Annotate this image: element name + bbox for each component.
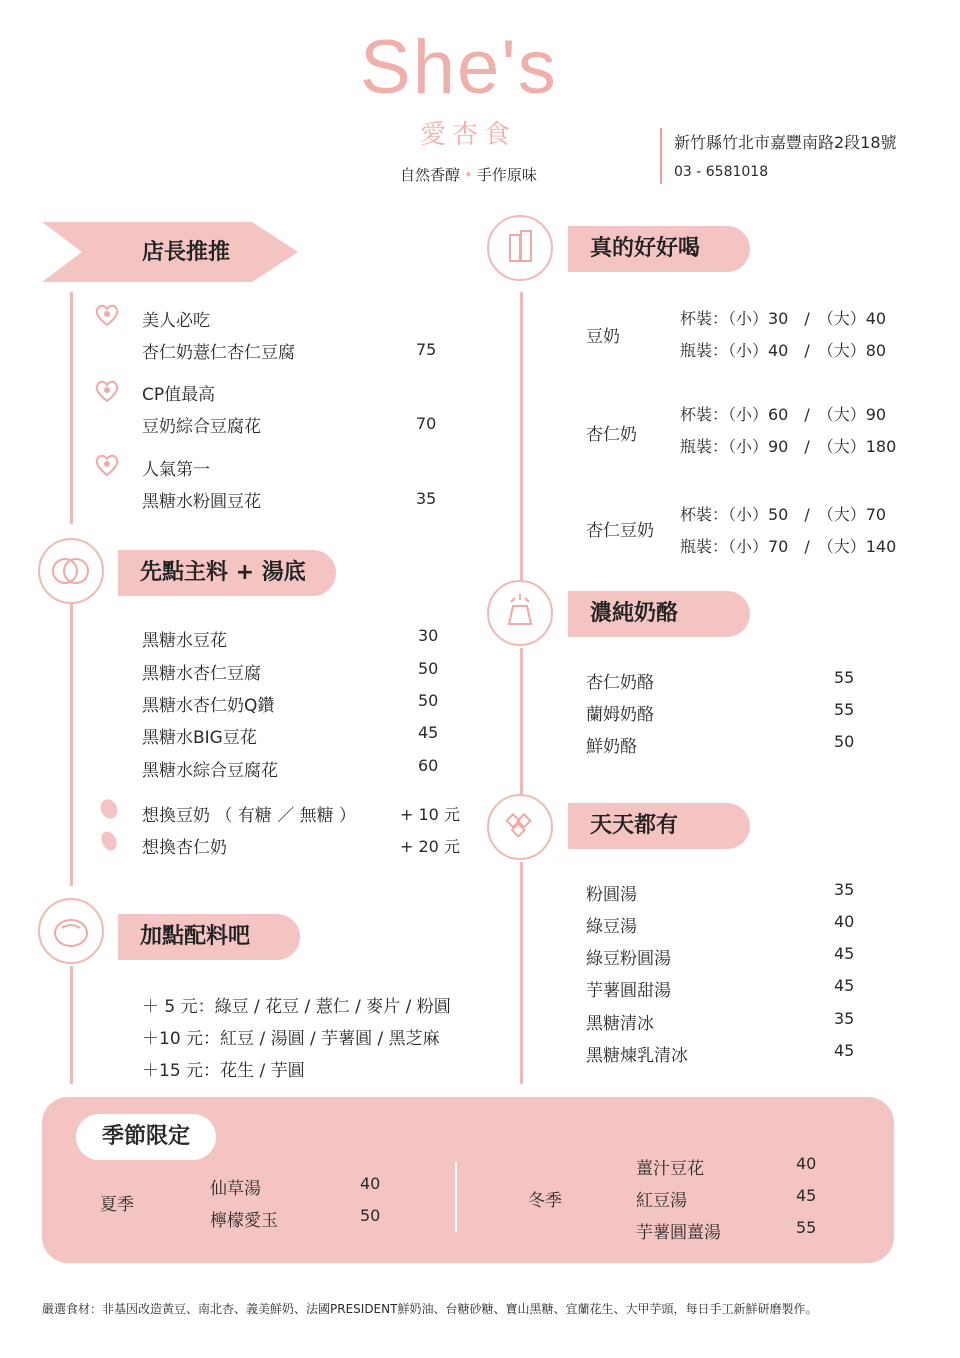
base-title: 先點主料 + 湯底 [118, 550, 336, 596]
winter-label: 冬季 [528, 1191, 562, 1211]
right-timeline-1 [520, 292, 523, 582]
summer-item-name: 仙草湯 [210, 1179, 261, 1199]
summer-item-price: 40 [360, 1174, 381, 1193]
summer-label: 夏季 [100, 1195, 134, 1215]
base-item-name: 黑糖水BIG豆花 [142, 728, 257, 748]
daily-name: 綠豆粉圓湯 [586, 949, 671, 969]
tagline-b: 手作原味 [476, 166, 537, 184]
base-item-price: 45 [418, 723, 439, 742]
drink-cup: 杯裝：（小）30 / （大）40 [680, 309, 887, 328]
swap-item-name: 想換杏仁奶 [142, 838, 227, 858]
ice-bowl-icon [487, 794, 553, 860]
recommend-price: 70 [416, 414, 437, 433]
milk-carton-icon [487, 215, 553, 281]
base-item-name: 黑糖水杏仁豆腐 [142, 664, 261, 684]
drink-cup: 杯裝：（小）50 / （大）70 [680, 505, 887, 524]
footer-note: 嚴選食材：非基因改造黃豆、南北杏、義美鮮奶、法國PRESIDENT鮮奶油、台糖砂糖、寶山黑糖、宜蘭花生、大甲芋頭，每日手工新鮮研磨製作。 [42, 1302, 818, 1316]
toppings-title: 加點配料吧 [118, 914, 300, 960]
summer-item-name: 檸檬愛玉 [210, 1211, 278, 1231]
pudding-price: 55 [834, 668, 855, 687]
topping-line: ＋ 5 元：綠豆 / 花豆 / 薏仁 / 麥片 / 粉圓 [142, 997, 451, 1017]
winter-item-name: 薑汁豆花 [636, 1159, 704, 1179]
summer-item-price: 50 [360, 1206, 381, 1225]
daily-price: 45 [834, 944, 855, 963]
recommend-tag: 人氣第一 [142, 460, 210, 480]
recommend-tag: CP值最高 [142, 385, 216, 405]
drink-bottle: 瓶裝：（小）70 / （大）140 [680, 537, 897, 556]
swap-item-price: + 20 元 [400, 837, 460, 856]
recommend-title: 店長推推 [142, 240, 231, 265]
drink-name: 豆奶 [586, 327, 620, 347]
recommend-name: 豆奶綜合豆腐花 [142, 417, 261, 437]
address: 新竹縣竹北市嘉豐南路2段18號 [674, 133, 897, 152]
drinks-title: 真的好好喝 [568, 226, 750, 272]
tagline-a: 自然香醇 [400, 166, 461, 184]
swap-item-name: 想換豆奶 （ 有糖 ／ 無糖 ） [142, 806, 357, 826]
recommend-name: 黑糖水粉圓豆花 [142, 492, 261, 512]
seasonal-title: 季節限定 [76, 1114, 216, 1160]
recommend-tag: 美人必吃 [142, 311, 210, 331]
season-divider [455, 1162, 457, 1232]
base-item-price: 30 [418, 626, 439, 645]
pudding-price: 50 [834, 732, 855, 751]
recommend-banner [42, 222, 298, 282]
daily-title: 天天都有 [568, 803, 750, 849]
base-item-price: 60 [418, 756, 439, 775]
winter-item-name: 芋薯圓薑湯 [636, 1223, 721, 1243]
recommend-name: 杏仁奶薏仁杏仁豆腐 [142, 343, 295, 363]
topping-line: ＋10 元：紅豆 / 湯圓 / 芋薯圓 / 黑芝麻 [142, 1029, 440, 1049]
daily-price: 35 [834, 880, 855, 899]
drink-bottle: 瓶裝：（小）40 / （大）80 [680, 341, 887, 360]
drink-bottle: 瓶裝：（小）90 / （大）180 [680, 437, 897, 456]
pudding-icon [487, 580, 553, 646]
left-timeline-2 [70, 604, 73, 886]
logo-subtitle: 愛杏食 [420, 120, 517, 150]
winter-item-price: 40 [796, 1154, 817, 1173]
recommend-price: 75 [416, 340, 437, 359]
dot-icon: • [464, 166, 473, 184]
base-item-name: 黑糖水綜合豆腐花 [142, 761, 278, 781]
pudding-name: 鮮奶酪 [586, 737, 637, 757]
daily-name: 芋薯圓甜湯 [586, 981, 671, 1001]
drink-name: 杏仁奶 [586, 425, 637, 445]
base-item-name: 黑糖水杏仁奶Q鑽 [142, 696, 275, 716]
address-divider [660, 128, 662, 184]
drink-name: 杏仁豆奶 [586, 521, 654, 541]
daily-name: 綠豆湯 [586, 917, 637, 937]
bowl-icon [38, 538, 104, 604]
tagline [400, 164, 537, 185]
base-item-name: 黑糖水豆花 [142, 631, 227, 651]
daily-name: 粉圓湯 [586, 885, 637, 905]
daily-price: 45 [834, 976, 855, 995]
right-timeline-3 [520, 862, 523, 1084]
base-item-price: 50 [418, 659, 439, 678]
heart-icon [94, 378, 120, 408]
winter-item-price: 55 [796, 1218, 817, 1237]
daily-price: 45 [834, 1041, 855, 1060]
drink-cup: 杯裝：（小）60 / （大）90 [680, 405, 887, 424]
almond-icon [98, 830, 120, 856]
nut-icon [38, 898, 104, 964]
base-item-price: 50 [418, 691, 439, 710]
right-timeline-2 [520, 648, 523, 794]
winter-item-name: 紅豆湯 [636, 1191, 687, 1211]
daily-name: 黑糖清冰 [586, 1014, 654, 1034]
left-timeline-3 [70, 966, 73, 1084]
heart-icon [94, 452, 120, 482]
daily-price: 35 [834, 1009, 855, 1028]
pudding-title: 濃純奶酪 [568, 591, 750, 637]
left-timeline-1 [70, 292, 73, 524]
bean-icon [98, 798, 120, 824]
daily-price: 40 [834, 912, 855, 931]
pudding-price: 55 [834, 700, 855, 719]
phone: 03 - 6581018 [674, 164, 769, 180]
swap-item-price: + 10 元 [400, 805, 460, 824]
logo: She's [360, 25, 558, 110]
pudding-name: 蘭姆奶酪 [586, 705, 654, 725]
heart-icon [94, 302, 120, 332]
recommend-price: 35 [416, 489, 437, 508]
daily-name: 黑糖煉乳清冰 [586, 1046, 688, 1066]
topping-line: ＋15 元：花生 / 芋圓 [142, 1061, 305, 1081]
winter-item-price: 45 [796, 1186, 817, 1205]
pudding-name: 杏仁奶酪 [586, 673, 654, 693]
